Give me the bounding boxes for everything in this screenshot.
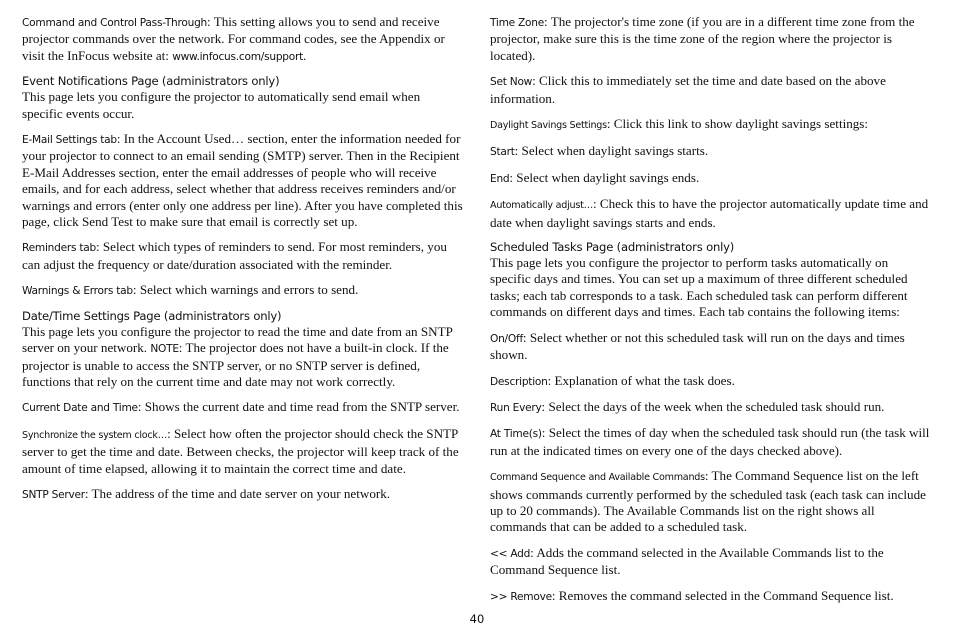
term-label: Command and Control Pass-Through: [22, 17, 208, 29]
body-text: : Select the times of day when the scheduled task should run (the task will run at the indicated times on every one of the days checked above).: [490, 425, 930, 458]
term-label: Synchronize the system clock…: [22, 429, 168, 441]
body-text: : Select how often the projector should check the SNTP server to get the time and date. Between checks, the projector will keep track of the amount of time elapsed, allowing it to maintain the correct time and date.: [22, 425, 459, 476]
email-settings-paragraph: [22, 131, 464, 230]
body-text: : Select which warnings and errors to send.: [132, 282, 359, 298]
body-text: : The projector's time zone (if you are in a different time zone from the projector, make sure this is the time zone of the region where the projector is located).: [490, 14, 915, 63]
body-text: : Shows the current date and time read from the SNTP server.: [137, 399, 460, 415]
right-column: [490, 14, 932, 614]
body-text: .: [303, 47, 307, 63]
remove-paragraph: [490, 588, 932, 605]
run-every-paragraph: [490, 399, 932, 416]
end-paragraph: [490, 170, 932, 187]
auto-adjust-paragraph: [490, 196, 932, 231]
description-paragraph: [490, 373, 932, 390]
add-paragraph: [490, 545, 932, 579]
body-text: : Adds the command selected in the Available Commands list to the Command Sequence list.: [490, 544, 884, 578]
body-text: : Click this link to show daylight savings settings:: [606, 116, 869, 132]
body-text: : Click this to immediately set the time and date based on the above information.: [490, 73, 886, 106]
term-label: At Time(s): [490, 428, 542, 441]
at-times-paragraph: [490, 425, 932, 459]
term-label: Command Sequence and Available Commands: [490, 472, 705, 484]
daylight-savings-paragraph: [490, 116, 932, 134]
term-label: Current Date and Time: [22, 402, 138, 415]
term-label: Description: [490, 375, 548, 388]
set-now-paragraph: [490, 73, 932, 107]
term-label: E-Mail Settings tab: [22, 134, 117, 147]
current-date-paragraph: [22, 399, 464, 416]
event-notifications-paragraph: This page lets you configure the projector to automatically send email when specific events occur.: [22, 89, 421, 121]
body-text: : Select which types of reminders to send. For most reminders, you can adjust the frequency or date/duration associated with the reminder.: [22, 239, 447, 272]
page-number: 40: [469, 612, 485, 626]
scheduled-tasks-paragraph: This page lets you configure the projector to perform tasks automatically on specific days and times. You can set up a maximum of three different scheduled tasks; each tab corresponds to a task. Each scheduled task can perform different commands on different days and times. Each tab contains the following items:: [490, 255, 908, 320]
body-text: : The address of the time and date server on your network.: [84, 485, 391, 501]
term-label: << Add: [490, 547, 531, 560]
body-text: : Select whether or not this scheduled task will run on the days and times shown.: [490, 329, 905, 363]
reminders-paragraph: [22, 239, 464, 273]
body-text: : Select when daylight savings ends.: [509, 169, 700, 185]
left-column: [22, 14, 464, 512]
term-label: SNTP Server: [22, 488, 85, 501]
body-text: : Select the days of the week when the scheduled task should run.: [541, 398, 885, 414]
body-text: : The Command Sequence list on the left shows commands currently performed by the scheduled task (each task can include up to 20 commands). The Available Commands list on the right shows all commands that can be added to a scheduled task.: [490, 468, 926, 535]
warnings-paragraph: [22, 282, 464, 299]
datetime-paragraph: [22, 324, 464, 391]
body-text: : Removes the command selected in the Command Sequence list.: [551, 587, 894, 603]
body-text: : The projector does not have a built-in clock. If the projector is unable to access the SNTP server, or no SNTP server is defined, functions that rely on the current time and date may not work correctly.: [22, 340, 449, 389]
term-label: Daylight Savings Settings: [490, 120, 607, 132]
term-label: Run Every: [490, 401, 542, 414]
body-text: This page lets you configure the projector to read the time and date from an SNTP server on your network.: [22, 323, 453, 356]
sntp-server-paragraph: [22, 486, 464, 503]
support-link[interactable]: www.infocus.com/support: [172, 50, 304, 63]
term-label: Reminders tab: [22, 242, 96, 255]
body-text: : Select when daylight savings starts.: [514, 143, 709, 159]
term-label: End: [490, 172, 510, 185]
scheduled-tasks-heading: Scheduled Tasks Page (administrators only): [490, 240, 735, 255]
command-sequence-paragraph: [490, 468, 932, 536]
pass-through-paragraph: [22, 14, 464, 65]
term-label: Set Now: [490, 76, 533, 89]
term-label: Time Zone: [490, 17, 545, 29]
event-notifications-heading: Event Notifications Page (administrators only): [22, 74, 280, 89]
term-label: >> Remove: [490, 590, 552, 603]
on-off-paragraph: [490, 330, 932, 364]
body-text: : Check this to have the projector automatically update time and date when daylight savings starts and ends.: [490, 196, 929, 230]
body-text: : Explanation of what the task does.: [547, 372, 735, 388]
term-label: Start: [490, 146, 515, 159]
synchronize-paragraph: [22, 426, 464, 477]
term-label: Warnings & Errors tab: [22, 285, 133, 298]
datetime-heading: Date/Time Settings Page (administrators only): [22, 308, 282, 323]
body-text: : In the Account Used… section, enter the information needed for your projector to connect to an email sending (SMTP) server. Then in the Recipient E-Mail Addresses section, enter the email addresses of people who will receive emails, and for each address, select whether that address receives reminders and/or warnings and errors (enter only one address per line). After you have completed this page, click Send Test to make sure that email is correctly set up.: [22, 131, 463, 230]
body-text: : This setting allows you to send and receive projector commands over the network. For command codes, see the Appendix or visit the InFocus website at:: [22, 14, 445, 63]
start-paragraph: [490, 143, 932, 160]
time-zone-paragraph: [490, 14, 932, 64]
note-label: NOTE: [150, 343, 179, 356]
term-label: Automatically adjust…: [490, 200, 593, 212]
term-label: On/Off: [490, 332, 523, 345]
